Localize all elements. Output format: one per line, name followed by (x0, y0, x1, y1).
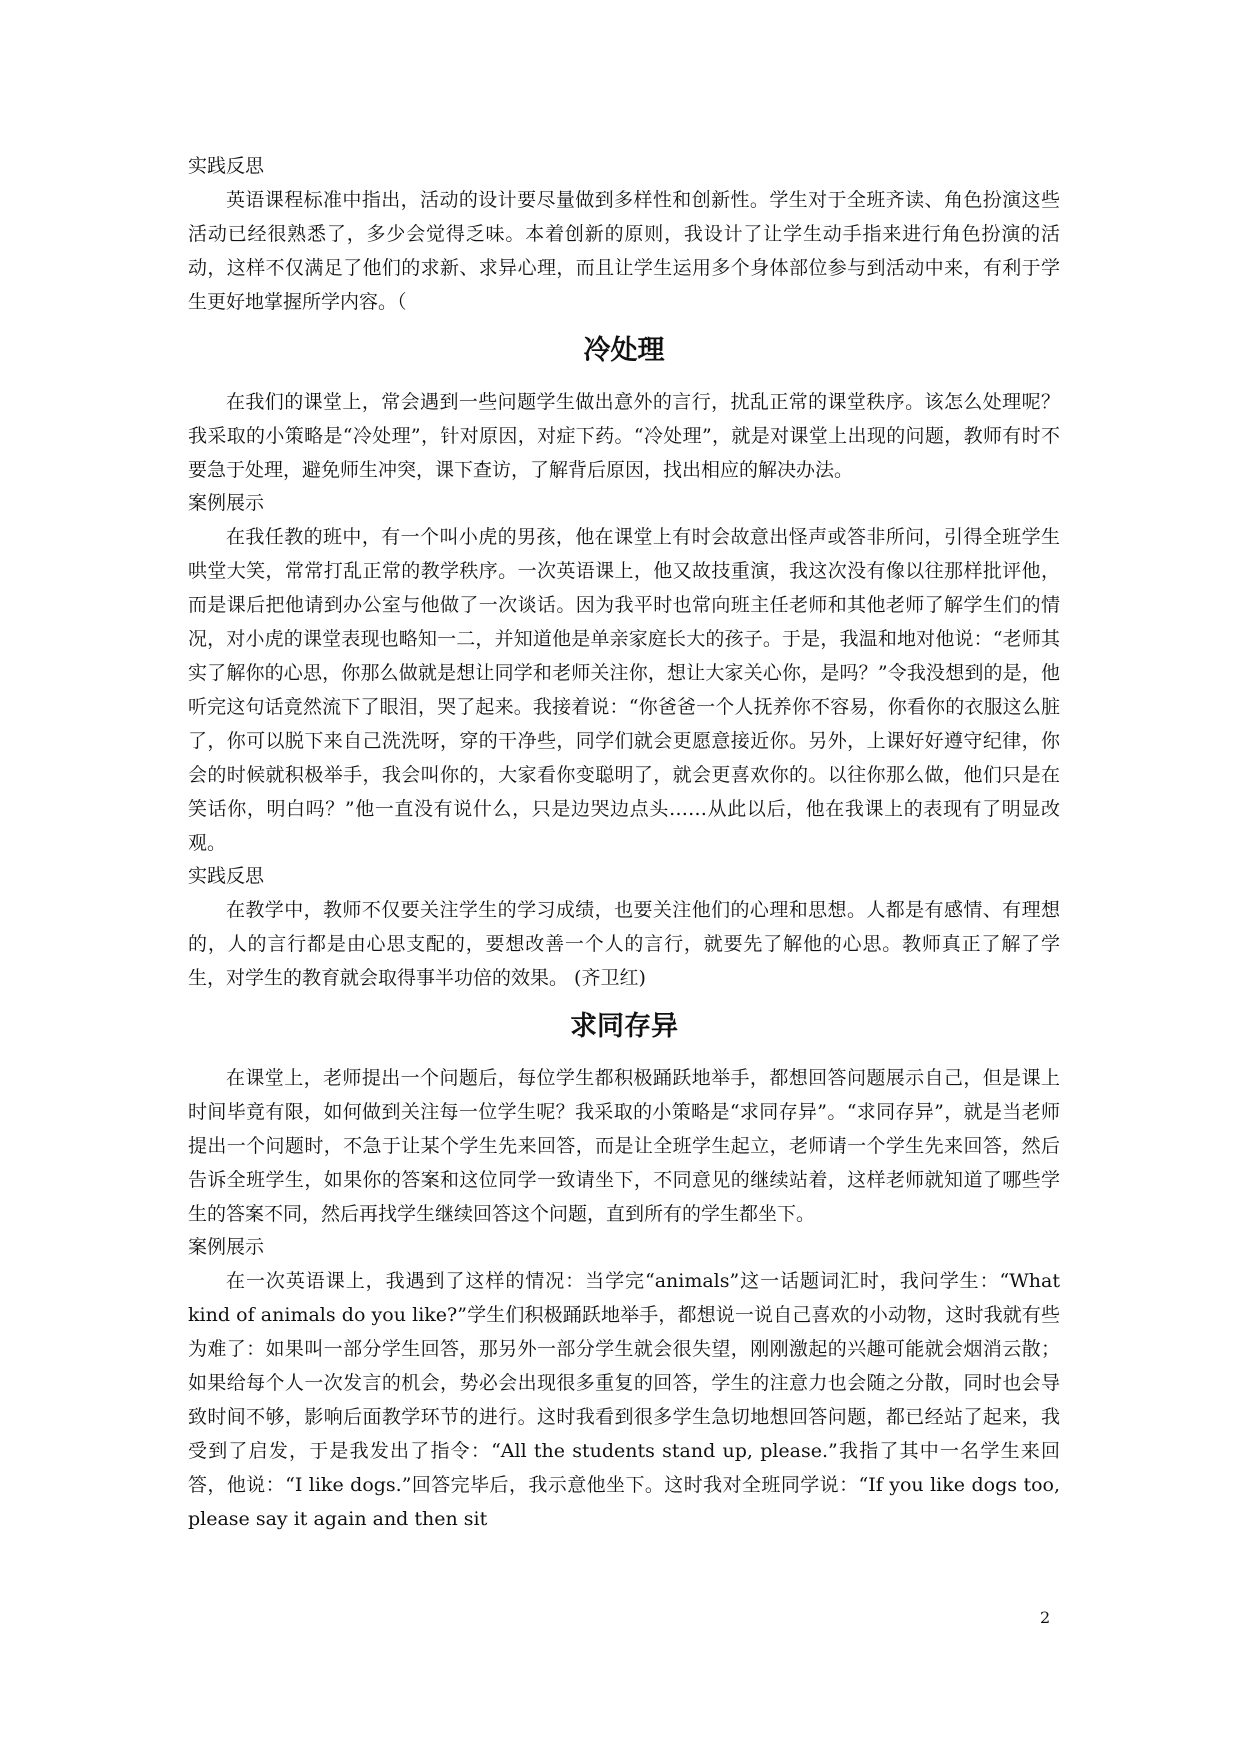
paragraph: 在一次英语课上，我遇到了这样的情况：当学完“animals”这一话题词汇时，我问学生：“What kind of animals do you like?”学生们积极踊跃地举手，都想说一说自己喜欢的小动物，这时我就有些为难了：如果叫一部分学生回答，那另外一部分学生就会很失望，刚刚激起的兴趣可能就会烟消云散；如果给每个人一次发言的机会，势必会出现很多重复的回答，学生的注意力也会随之分散，同时也会导致时间不够，影响后面教学环节的进行。这时我看到很多学生急切地想回答问题，都已经站了起来，我受到了启发，于是我发出了指令：“All the students stand up, please.”我指了其中一名学生来回答，他说：“I like dogs.”回答完毕后，我示意他坐下。这时我对全班同学说：“If you like dogs too, please say it again and then sit (188, 1270, 1060, 1530)
section-title: 冷处理 (583, 335, 665, 366)
document-body (188, 150, 1060, 1536)
paragraph: 在我任教的班中，有一个叫小虎的男孩，他在课堂上有时会故意出怪声或答非所问，引得全班学生哄堂大笑，常常打乱正常的教学秩序。一次英语课上，他又故技重演，我这次没有像以往那样批评他，而是课后把他请到办公室与他做了一次谈话。因为我平时也常向班主任老师和其他老师了解学生们的情况，对小虎的课堂表现也略知一二，并知道他是单亲家庭长大的孩子。于是，我温和地对他说：“老师其实了解你的心思，你那么做就是想让同学和老师关注你，想让大家关心你，是吗？”令我没想到的是，他听完这句话竟然流下了眼泪，哭了起来。我接着说：“你爸爸一个人抚养你不容易，你看你的衣服这么脏了，你可以脱下来自己洗洗呀，穿的干净些，同学们就会更愿意接近你。另外，上课好好遵守纪律，你会的时候就积极举手，我会叫你的，大家看你变聪明了，就会更喜欢你的。以往你那么做，他们只是在笑话你，明白吗？”他一直没有说什么，只是边哭边点头……从此以后，他在我课上的表现有了明显改观。 (188, 526, 1060, 854)
section-label: 实践反思 (188, 155, 265, 177)
section-title: 求同存异 (570, 1011, 678, 1042)
section-label: 案例展示 (188, 1236, 265, 1258)
section-label: 案例展示 (188, 492, 265, 514)
paragraph: 在我们的课堂上，常会遇到一些问题学生做出意外的言行，扰乱正常的课堂秩序。该怎么处理呢？我采取的小策略是“冷处理”，针对原因，对症下药。“冷处理”，就是对课堂上出现的问题，教师有时不要急于处理，避免师生冲突，课下查访，了解背后原因，找出相应的解决办法。 (188, 391, 1060, 481)
section-label: 实践反思 (188, 865, 265, 887)
paragraph: 在教学中，教师不仅要关注学生的学习成绩，也要关注他们的心理和思想。人都是有感情、有理想的，人的言行都是由心思支配的，要想改善一个人的言行，就要先了解他的心思。教师真正了解了学生，对学生的教育就会取得事半功倍的效果。 (齐卫红) (188, 899, 1060, 989)
paragraph: 英语课程标准中指出，活动的设计要尽量做到多样性和创新性。学生对于全班齐读、角色扮演这些活动已经很熟悉了，多少会觉得乏味。本着创新的原则，我设计了让学生动手指来进行角色扮演的活动，这样不仅满足了他们的求新、求异心理，而且让学生运用多个身体部位参与到活动中来，有利于学生更好地掌握所学内容。（ (188, 189, 1060, 313)
paragraph: 在课堂上，老师提出一个问题后，每位学生都积极踊跃地举手，都想回答问题展示自己，但是课上时间毕竟有限，如何做到关注每一位学生呢？我采取的小策略是“求同存异”。“求同存异”，就是当老师提出一个问题时，不急于让某个学生先来回答，而是让全班学生起立，老师请一个学生先来回答，然后告诉全班学生，如果你的答案和这位同学一致请坐下，不同意见的继续站着，这样老师就知道了哪些学生的答案不同，然后再找学生继续回答这个问题，直到所有的学生都坐下。 (188, 1067, 1060, 1225)
page-number: 2 (1040, 1608, 1051, 1627)
